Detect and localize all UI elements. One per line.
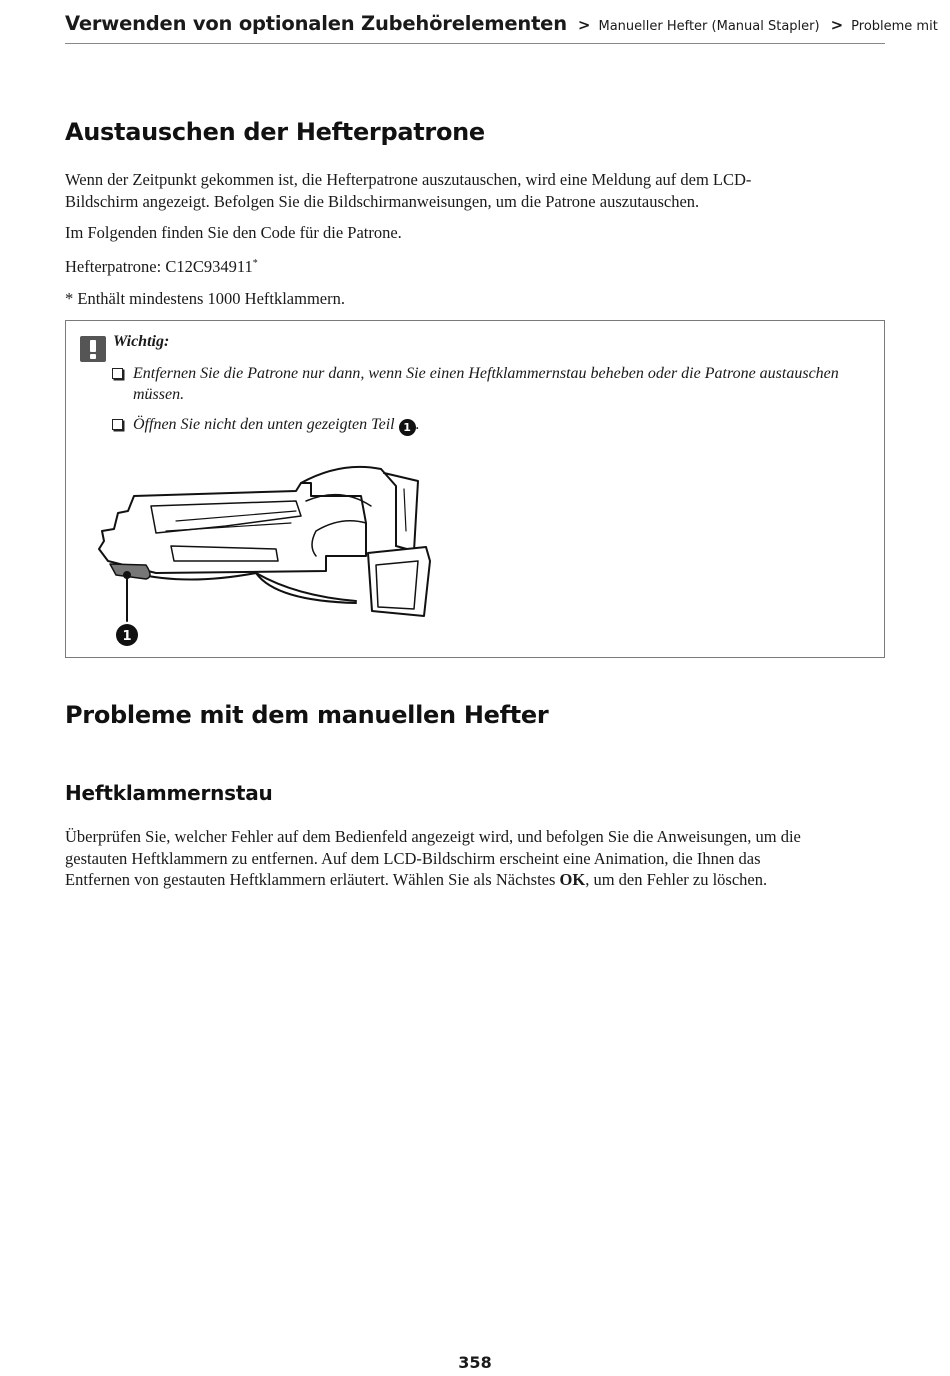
subsection-title-staple-jam: Heftklammernstau [65,781,273,805]
breadcrumb-page: Probleme mit [851,19,938,34]
code-intro: Im Folgenden finden Sie den Code für die Patrone. [65,223,402,242]
breadcrumb [65,12,938,44]
breadcrumb-chapter: Verwenden von optionalen Zubehörelementen [65,12,567,35]
stapler-cartridge-illustration [96,461,436,651]
important-item-2-end: . [415,416,420,433]
important-item-1-line-2: müssen. [133,385,185,403]
page-number: 358 [458,1353,492,1372]
important-notice-box [65,320,885,658]
important-item [112,364,872,405]
breadcrumb-separator: > [830,16,844,34]
section-title-cartridge: Austauschen der Hefterpatrone [65,118,485,146]
footnote-marker: * [252,258,258,269]
footnote: * Enthält mindestens 1000 Heftklammern. [65,289,345,308]
important-item-1-line-1: Entfernen Sie die Patrone nur dann, wenn Sie einen Heftklammernstau beheben oder die Patrone austauschen [133,365,839,382]
cartridge-code-text: Hefterpatrone: C12C934911 [65,257,253,276]
warning-icon [80,336,106,362]
callout-marker-label: 1 [122,629,132,644]
important-item-2-text: Öffnen Sie nicht den unten gezeigten Teil [133,416,395,433]
jam-line-3-start: Entfernen von gestauten Heftklammern erläutert. Wählen Sie als Nächstes [65,870,560,889]
important-title: Wichtig: [113,333,170,350]
jam-line-3-end: , um den Fehler zu löschen. [585,870,768,889]
callout-number-icon: 1 [399,419,416,436]
important-item [112,415,872,436]
intro-line-1: Wenn der Zeitpunkt gekommen ist, die Hefterpatrone auszutauschen, wird eine Meldung auf dem LCD- [65,170,752,189]
jam-line-1: Überprüfen Sie, welcher Fehler auf dem Bedienfeld angezeigt wird, und befolgen Sie die Anweisungen, um die [65,827,801,846]
breadcrumb-section: Manueller Hefter (Manual Stapler) [598,19,820,34]
staple-jam-paragraph [65,826,885,891]
intro-paragraph [65,169,885,212]
ok-keyword: OK [559,870,586,889]
checkbox-bullet-icon [112,368,123,379]
section-title-problems: Probleme mit dem manuellen Hefter [65,701,549,729]
breadcrumb-separator: > [577,16,591,34]
checkbox-bullet-icon [112,419,123,430]
jam-line-2: gestauten Heftklammern zu entfernen. Auf dem LCD-Bildschirm erscheint eine Animation, die Ihnen das [65,848,761,868]
cartridge-code [65,256,885,278]
intro-line-2: Bildschirm angezeigt. Befolgen Sie die Bildschirmanweisungen, um die Patrone auszutauschen. [65,191,700,211]
